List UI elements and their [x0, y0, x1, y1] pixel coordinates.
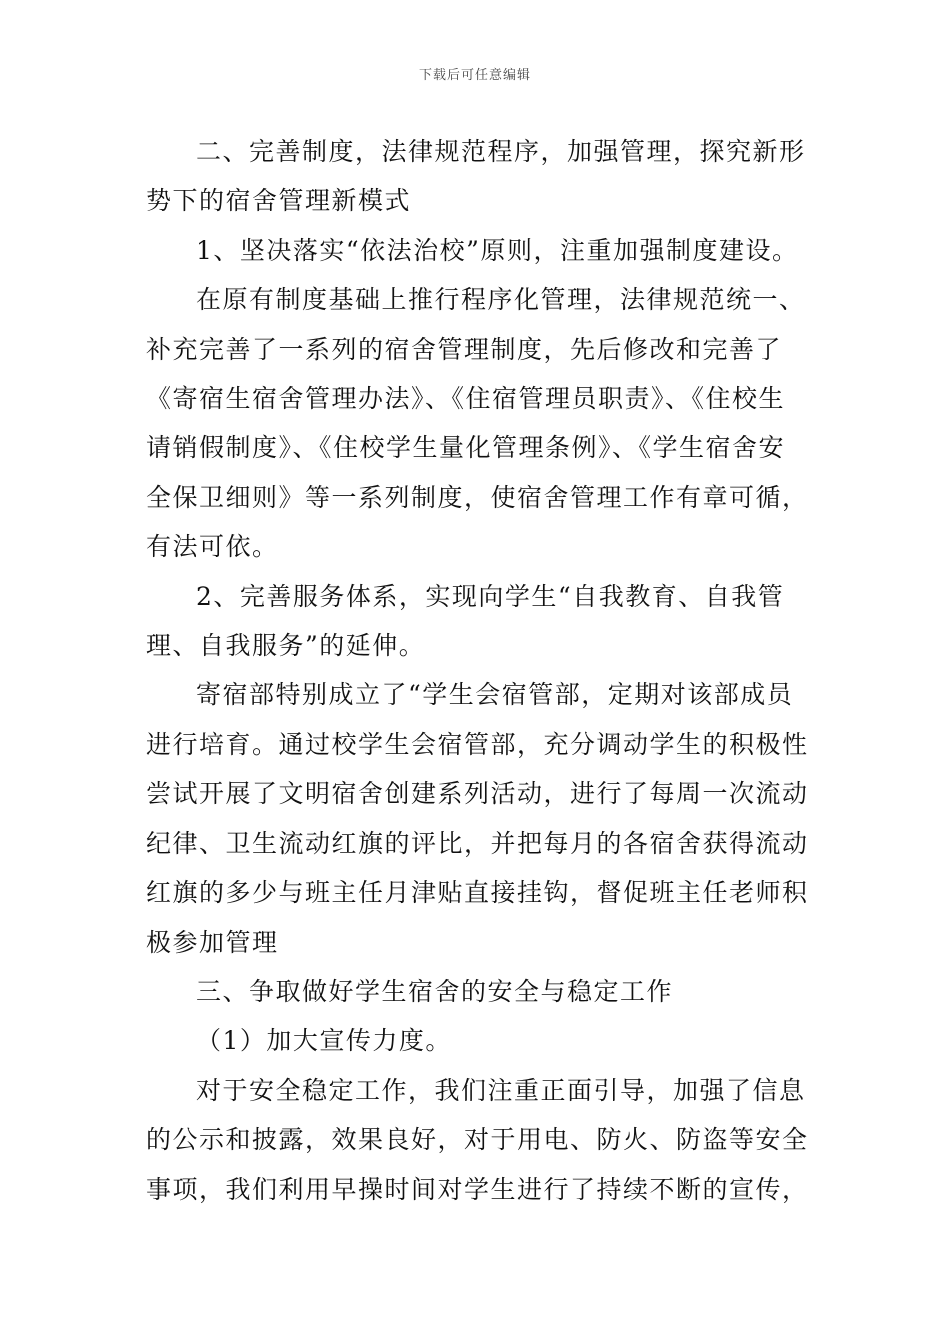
section-heading-2: 二、完善制度，法律规范程序，加强管理，探究新形势下的宿舍管理新模式: [146, 137, 806, 216]
subheading-2: 2、完善服务体系，实现向学生“自我教育、自我管理、自我服务”的延伸。: [146, 581, 785, 661]
page-header-note: 下载后可任意编辑: [418, 68, 531, 83]
body-paragraph: 对于安全稳定工作，我们注重正面引导，加强了信息的公示和披露，效果良好，对于用电、防火、防盗等安全事项，我们利用早操时间对学生进行了持续不断的宣传，: [146, 1075, 809, 1204]
section-heading-3: 三、争取做好学生宿舍的安全与稳定工作: [196, 976, 674, 1006]
body-paragraph: 在原有制度基础上推行程序化管理，法律规范统一、补充完善了一系列的宿舍管理制度，先后修改和完善了《寄宿生宿舍管理办法》、《住宿管理员职责》、《住校生请销假制度》、《住校学生量化管理条例》、《学生宿舍安全保卫细则》等一系列制度，使宿舍管理工作有章可循，有法可依。: [146, 285, 809, 562]
body-paragraph: 寄宿部特别成立了“学生会宿管部，定期对该部成员进行培育。通过校学生会宿管部，充分调动学生的积极性尝试开展了文明宿舍创建系列活动，进行了每周一次流动纪律、卫生流动红旗的评比，并把每月的各宿舍获得流动红旗的多少与班主任月津贴直接挂钩，督促班主任老师积极参加管理: [146, 680, 809, 957]
subheading-1: 1、坚决落实“依法治校”原则，注重加强制度建设。: [196, 235, 799, 265]
subheading-3: （1）加大宣传力度。: [196, 1026, 452, 1056]
document-body: [146, 127, 810, 1214]
